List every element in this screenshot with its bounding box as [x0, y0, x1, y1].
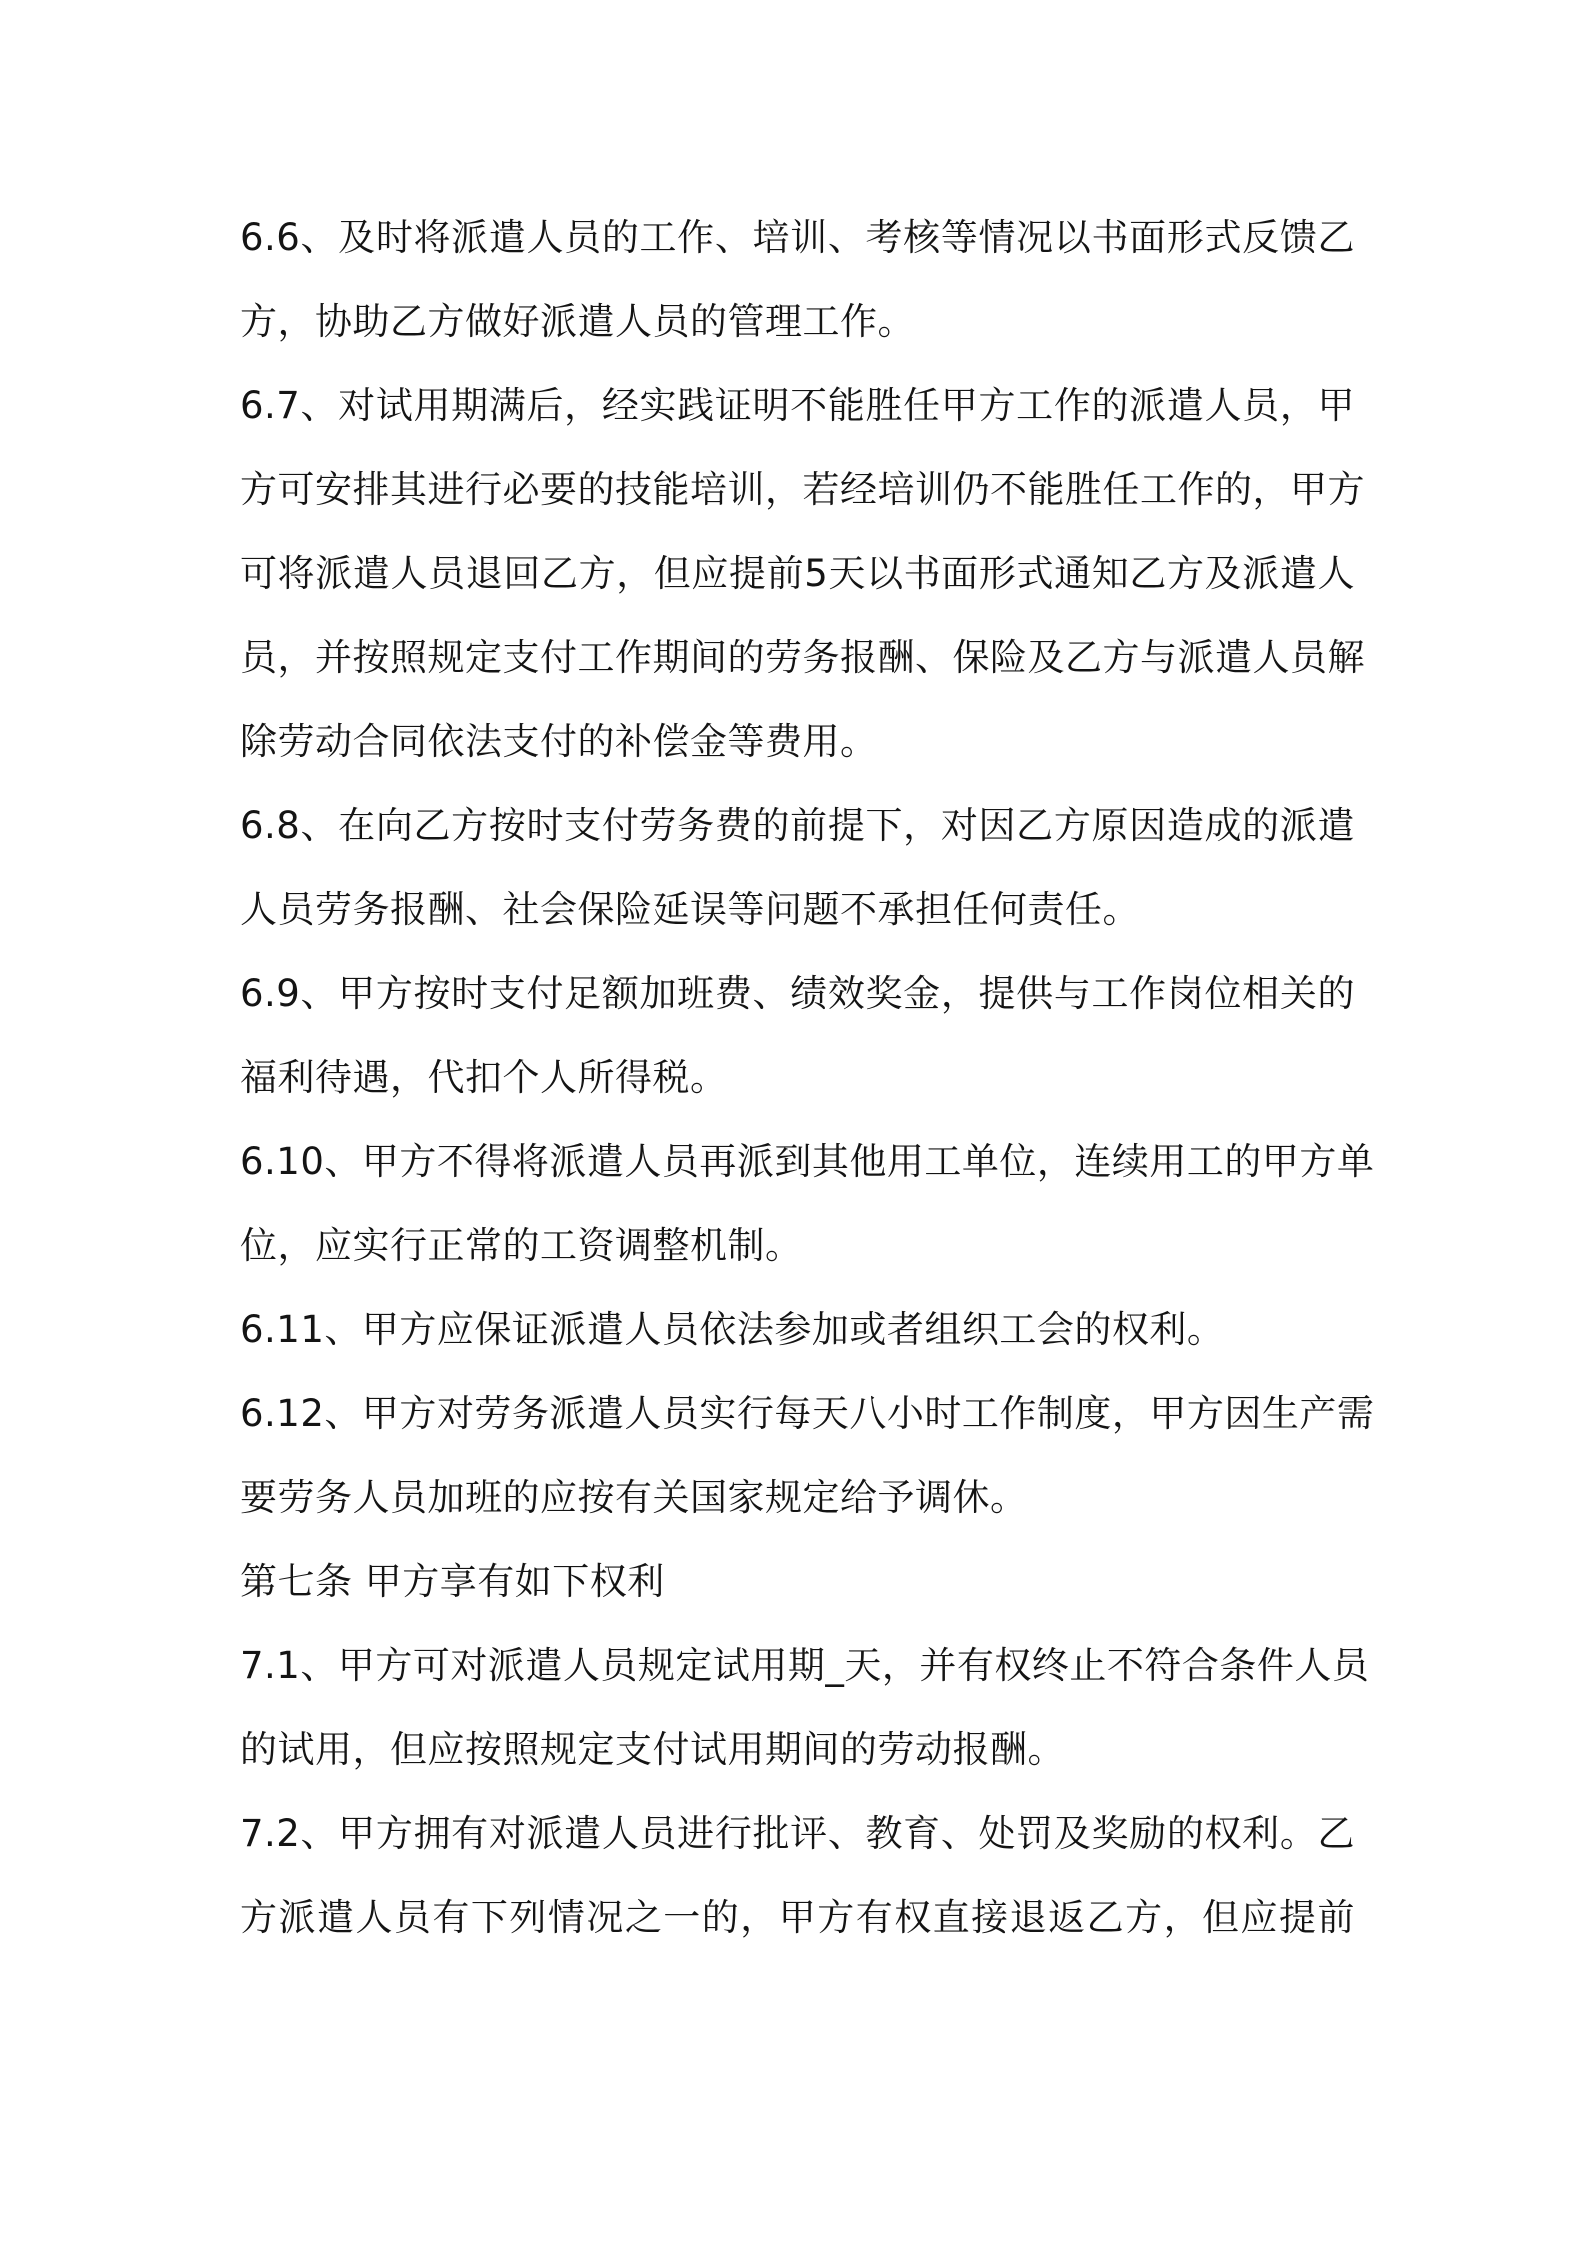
text-line-7-2: 7.2、甲方拥有对派遣人员进行批评、教育、处罚及奖励的权利。乙 — [240, 1812, 1355, 1855]
text-line-6-7: 6.7、对试用期满后，经实践证明不能胜任甲方工作的派遣人员，甲 — [240, 384, 1355, 427]
text-line-6-12-cont: 要劳务人员加班的应按有关国家规定给予调休。 — [240, 1476, 1028, 1519]
text-line-6-12: 6.12、甲方对劳务派遣人员实行每天八小时工作制度，甲方因生产需 — [240, 1392, 1375, 1435]
text-line-6-8: 6.8、在向乙方按时支付劳务费的前提下，对因乙方原因造成的派遣 — [240, 804, 1355, 847]
section-heading-article-7: 第七条 甲方享有如下权利 — [240, 1560, 665, 1603]
text-line-7-2-cont: 方派遣人员有下列情况之一的，甲方有权直接退返乙方，但应提前 — [240, 1896, 1355, 1939]
document-page — [240, 196, 1375, 1960]
text-line-6-10-cont: 位，应实行正常的工资调整机制。 — [240, 1224, 803, 1267]
text-line-7-1-cont: 的试用，但应按照规定支付试用期间的劳动报酬。 — [240, 1728, 1065, 1771]
text-line-6-7-cont-4: 除劳动合同依法支付的补偿金等费用。 — [240, 720, 878, 763]
text-line-6-9-cont: 福利待遇，代扣个人所得税。 — [240, 1056, 728, 1099]
text-line-6-9: 6.9、甲方按时支付足额加班费、绩效奖金，提供与工作岗位相关的 — [240, 972, 1355, 1015]
text-line-6-7-cont-3: 员，并按照规定支付工作期间的劳务报酬、保险及乙方与派遣人员解 — [240, 636, 1365, 679]
text-line-7-1: 7.1、甲方可对派遣人员规定试用期_天，并有权终止不符合条件人员 — [240, 1644, 1370, 1687]
text-line-6-10: 6.10、甲方不得将派遣人员再派到其他用工单位，连续用工的甲方单 — [240, 1140, 1375, 1183]
text-line-6-6: 6.6、及时将派遣人员的工作、培训、考核等情况以书面形式反馈乙 — [240, 216, 1355, 259]
text-line-6-7-cont-2: 可将派遣人员退回乙方，但应提前5天以书面形式通知乙方及派遣人 — [240, 552, 1355, 595]
text-line-6-7-cont-1: 方可安排其进行必要的技能培训，若经培训仍不能胜任工作的，甲方 — [240, 468, 1365, 511]
text-line-6-6-cont: 方，协助乙方做好派遣人员的管理工作。 — [240, 300, 915, 343]
text-line-6-11: 6.11、甲方应保证派遣人员依法参加或者组织工会的权利。 — [240, 1308, 1225, 1351]
text-line-6-8-cont: 人员劳务报酬、社会保险延误等问题不承担任何责任。 — [240, 888, 1140, 931]
